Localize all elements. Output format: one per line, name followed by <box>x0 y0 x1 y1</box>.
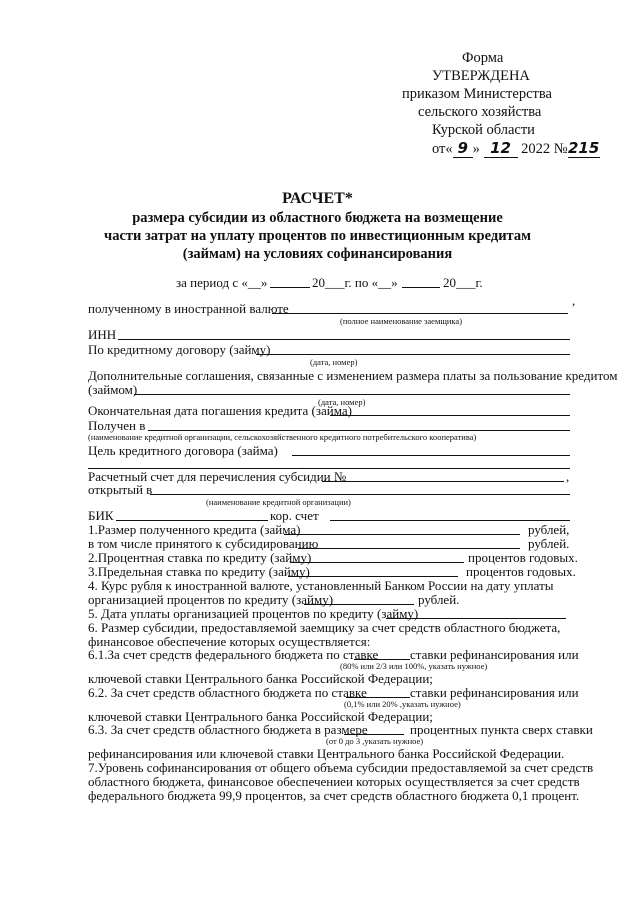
received-in-note: (наименование кредитной организации, сельскохозяйственного кредитного потребительского кооператива) <box>88 432 477 442</box>
inn-line[interactable] <box>118 339 570 340</box>
final-date-line[interactable] <box>330 415 570 416</box>
item-6-3-points: процентных пункта сверх ставки <box>410 722 593 737</box>
item-4-line-1: 4. Курс рубля к иностранной валюте, установленный Банком России на дату уплаты <box>88 578 554 593</box>
borrower-name-line[interactable] <box>272 313 568 314</box>
date-day-handwritten: 9 <box>453 140 473 158</box>
corr-account-label: кор. счет <box>270 508 319 523</box>
item-6-2-continuation: ключевой ставки Центрального банка Российской Федерации; <box>88 709 433 724</box>
received-in-line[interactable] <box>148 430 570 431</box>
item-1b-unit: рублей. <box>528 536 570 551</box>
date-mid: » <box>472 141 480 157</box>
item-6-3-continuation: рефинансирования или ключевой ставки Центрального банка Российской Федерации. <box>88 746 565 761</box>
bik-line[interactable] <box>116 520 268 521</box>
item-3-line[interactable] <box>288 576 458 577</box>
loan-purpose-label: Цель кредитного договора (займа) <box>88 443 278 458</box>
item-7-line-3: федерального бюджета 99,9 процентов, за счет средств областного бюджета 0,1 процент. <box>88 788 580 803</box>
period-to: 20___г. по «__» <box>312 275 398 290</box>
additional-agreements-label: Дополнительные соглашения, связанные с изменением размера платы за пользование кредитом <box>88 368 618 383</box>
item-6-2-label: 6.2. За счет средств областного бюджета по ставке <box>88 685 367 700</box>
item-1-unit: рублей, <box>528 522 570 537</box>
doc-title: РАСЧЕТ* <box>282 190 353 207</box>
item-2-label: 2.Процентная ставка по кредиту (займу) <box>88 550 312 565</box>
date-number-handwritten: 215 <box>567 139 600 157</box>
additional-agreements-label-2: (займом) <box>88 382 138 397</box>
additional-agreements-line[interactable] <box>134 394 570 395</box>
header-order: приказом Министерства <box>402 86 552 102</box>
date-prefix: от« <box>432 141 453 157</box>
credit-org-note: (наименование кредитной организации) <box>206 497 351 507</box>
inn-label: ИНН <box>88 327 117 342</box>
item-6-3-line[interactable] <box>344 734 404 735</box>
corr-account-line[interactable] <box>330 520 570 521</box>
item-5-label: 5. Дата уплаты организацией процентов по кредиту (займу) <box>88 606 419 621</box>
settlement-account-line[interactable] <box>322 481 564 482</box>
item-4-line[interactable] <box>304 604 414 605</box>
item-3-unit: процентов годовых. <box>466 564 576 579</box>
item-1b-line[interactable] <box>298 548 520 549</box>
period-end: 20___г. <box>443 275 483 290</box>
item-6-2-note: (0,1% или 20% ,указать нужное) <box>344 699 461 709</box>
item-1b-label: в том числе принятого к субсидированию <box>88 536 319 551</box>
loan-purpose-line[interactable] <box>292 455 570 456</box>
item-1-line[interactable] <box>284 534 520 535</box>
doc-subtitle-line-1: размера субсидии из областного бюджета на возмещение <box>132 210 503 226</box>
borrower-note: (полное наименование заемщика) <box>340 316 463 326</box>
item-4-line-2: организацией процентов по кредиту (займу) <box>88 592 334 607</box>
item-1-label: 1.Размер полученного кредита (займа) <box>88 522 301 537</box>
header-form: Форма <box>462 50 504 66</box>
item-7-line-2: областного бюджета, финансовое обеспечениеи которых осуществляется за счет средств <box>88 774 580 789</box>
item-6-2-rate: ставки рефинансирования или <box>410 685 579 700</box>
item-6-line-1: 6. Размер субсидии, предоставляемой заемщику за счет средств областного бюджета, <box>88 620 561 635</box>
header-ministry: сельского хозяйства <box>418 104 542 120</box>
bik-label: БИК <box>88 508 114 523</box>
opened-in-label: открытый в <box>88 482 153 497</box>
item-6-1-rate: ставки рефинансирования или <box>410 647 579 662</box>
header-date <box>432 140 600 158</box>
header-region: Курской области <box>432 122 535 138</box>
date-number-note: (дата, номер) <box>310 357 358 367</box>
final-date-label: Окончательная дата погашения кредита (займа) <box>88 403 352 418</box>
item-6-1-label: 6.1.За счет средств федерального бюджета по ставке <box>88 647 379 662</box>
header-approved: УТВЕРЖДЕНА <box>432 68 530 84</box>
account-comma: , <box>566 469 570 484</box>
date-year: 2022 № <box>521 141 568 157</box>
received-in-label: Получен в <box>88 418 146 433</box>
comma-mark: , <box>572 293 576 308</box>
item-3-label: 3.Предельная ставка по кредиту (займу) <box>88 564 310 579</box>
item-7-line-1: 7.Уровень софинансирования от общего объема субсидии предоставляемой за счет средств <box>88 760 594 775</box>
item-4-unit: рублей. <box>418 592 460 607</box>
item-2-unit: процентов годовых. <box>468 550 578 565</box>
item-6-1-note: (80% или 2/3 или 100%, указать нужное) <box>340 661 488 671</box>
loan-contract-line[interactable] <box>256 354 570 355</box>
loan-contract-label: По кредитному договору (займу) <box>88 342 271 357</box>
period-from: за период с «__» <box>176 275 268 290</box>
settlement-account-label: Расчетный счет для перечисления субсидии № <box>88 469 347 484</box>
item-2-line[interactable] <box>290 562 464 563</box>
period-to-month-line[interactable] <box>402 287 440 288</box>
item-6-1-continuation: ключевой ставки Центрального банка Российской Федерации; <box>88 671 433 686</box>
item-6-line-2: финансовое обеспечение которых осуществляется: <box>88 634 371 649</box>
period-from-month-line[interactable] <box>270 287 310 288</box>
item-6-1-line[interactable] <box>354 659 410 660</box>
date-month-handwritten: 12 <box>484 140 518 158</box>
date-number-note-2: (дата, номер) <box>318 397 366 407</box>
item-6-2-line[interactable] <box>346 697 410 698</box>
doc-subtitle-line-3: (займам) на условиях софинансирования <box>182 246 453 262</box>
foreign-currency-label: полученному в иностранной валюте <box>88 301 289 316</box>
item-6-3-note: (от 0 до 3 ,указать нужное) <box>326 736 424 746</box>
item-5-line[interactable] <box>386 618 566 619</box>
doc-subtitle-line-2: части затрат на уплату процентов по инвестиционным кредитам <box>104 228 531 244</box>
item-6-3-label: 6.3. За счет средств областного бюджета в размере <box>88 722 368 737</box>
opened-in-line[interactable] <box>150 494 570 495</box>
